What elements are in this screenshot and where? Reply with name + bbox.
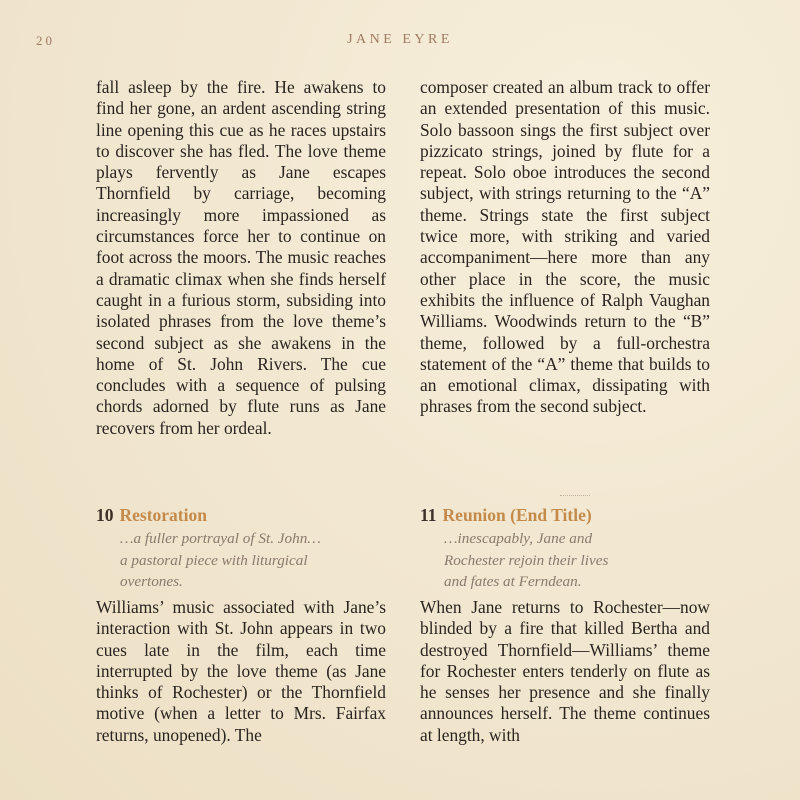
right-bottom-paragraph: When Jane returns to Rochester—now blinded by a fire that killed Bertha and destroyed Thornfield—Williams’ theme for Rochester enters tenderly on flute as he senses her presence and she finally announces herself. The theme continues at length, with <box>420 597 710 745</box>
track-heading <box>420 504 710 526</box>
running-head: JANE EYRE <box>347 32 453 47</box>
quote-line: and fates at Ferndean. <box>444 573 582 590</box>
right-top-paragraph: composer created an album track to offer an extended presentation of this music. Solo bassoon sings the first subject over pizzicato strings, joined by flute for a repeat. Solo oboe introduces the second subject, with strings returning to the “A” theme. Strings state the first subject twice more, with striking and varied accompaniment—here more than any other place in the score, the music exhibits the influence of Ralph Vaughan Williams. Woodwinds return to the “B” theme, followed by a full-orchestra statement of the “A” theme that builds to an emotional climax, dissipating with phrases from the second subject. <box>420 77 710 417</box>
left-bottom-paragraph: Williams’ music associated with Jane’s interaction with St. John appears in two cues late in the film, each time interrupted by the love theme (as Jane thinks of Rochester) or the Thornfield motive (when a letter to Mrs. Fairfax returns, unopened). The <box>96 597 386 745</box>
track-number: 10 <box>96 505 114 525</box>
track-quote <box>444 528 710 593</box>
quote-line: Rochester rejoin their lives <box>444 551 609 569</box>
page-number: 20 <box>36 33 55 48</box>
quote-line: …a fuller portrayal of St. John… <box>120 530 321 547</box>
track-title: Restoration <box>119 505 207 525</box>
track-11 <box>420 504 710 593</box>
track-heading <box>96 504 386 526</box>
quote-line: …inescapably, Jane and <box>444 530 593 547</box>
track-quote <box>120 528 386 593</box>
track-number: 11 <box>420 505 437 525</box>
left-top-paragraph: fall asleep by the fire. He awakens to find her gone, an ardent ascending string line opening this cue as he races upstairs to discover she has fled. The love theme plays fervently as Jane escapes Thornfield by carriage, becoming increasingly more impassioned as circumstances force her to continue on foot across the moors. The music reaches a dramatic climax when she finds herself caught in a furious storm, subsiding into isolated phrases from the love theme’s second subject as she awakens in the home of St. John Rivers. The cue concludes with a sequence of pulsing chords adorned by flute runs as Jane recovers from her ordeal. <box>96 77 386 438</box>
track-title: Reunion (End Title) <box>442 505 592 525</box>
quote-line: overtones. <box>120 573 183 590</box>
quote-line: a pastoral piece with liturgical <box>120 551 308 569</box>
track-10 <box>96 504 386 593</box>
section-divider <box>560 495 590 496</box>
